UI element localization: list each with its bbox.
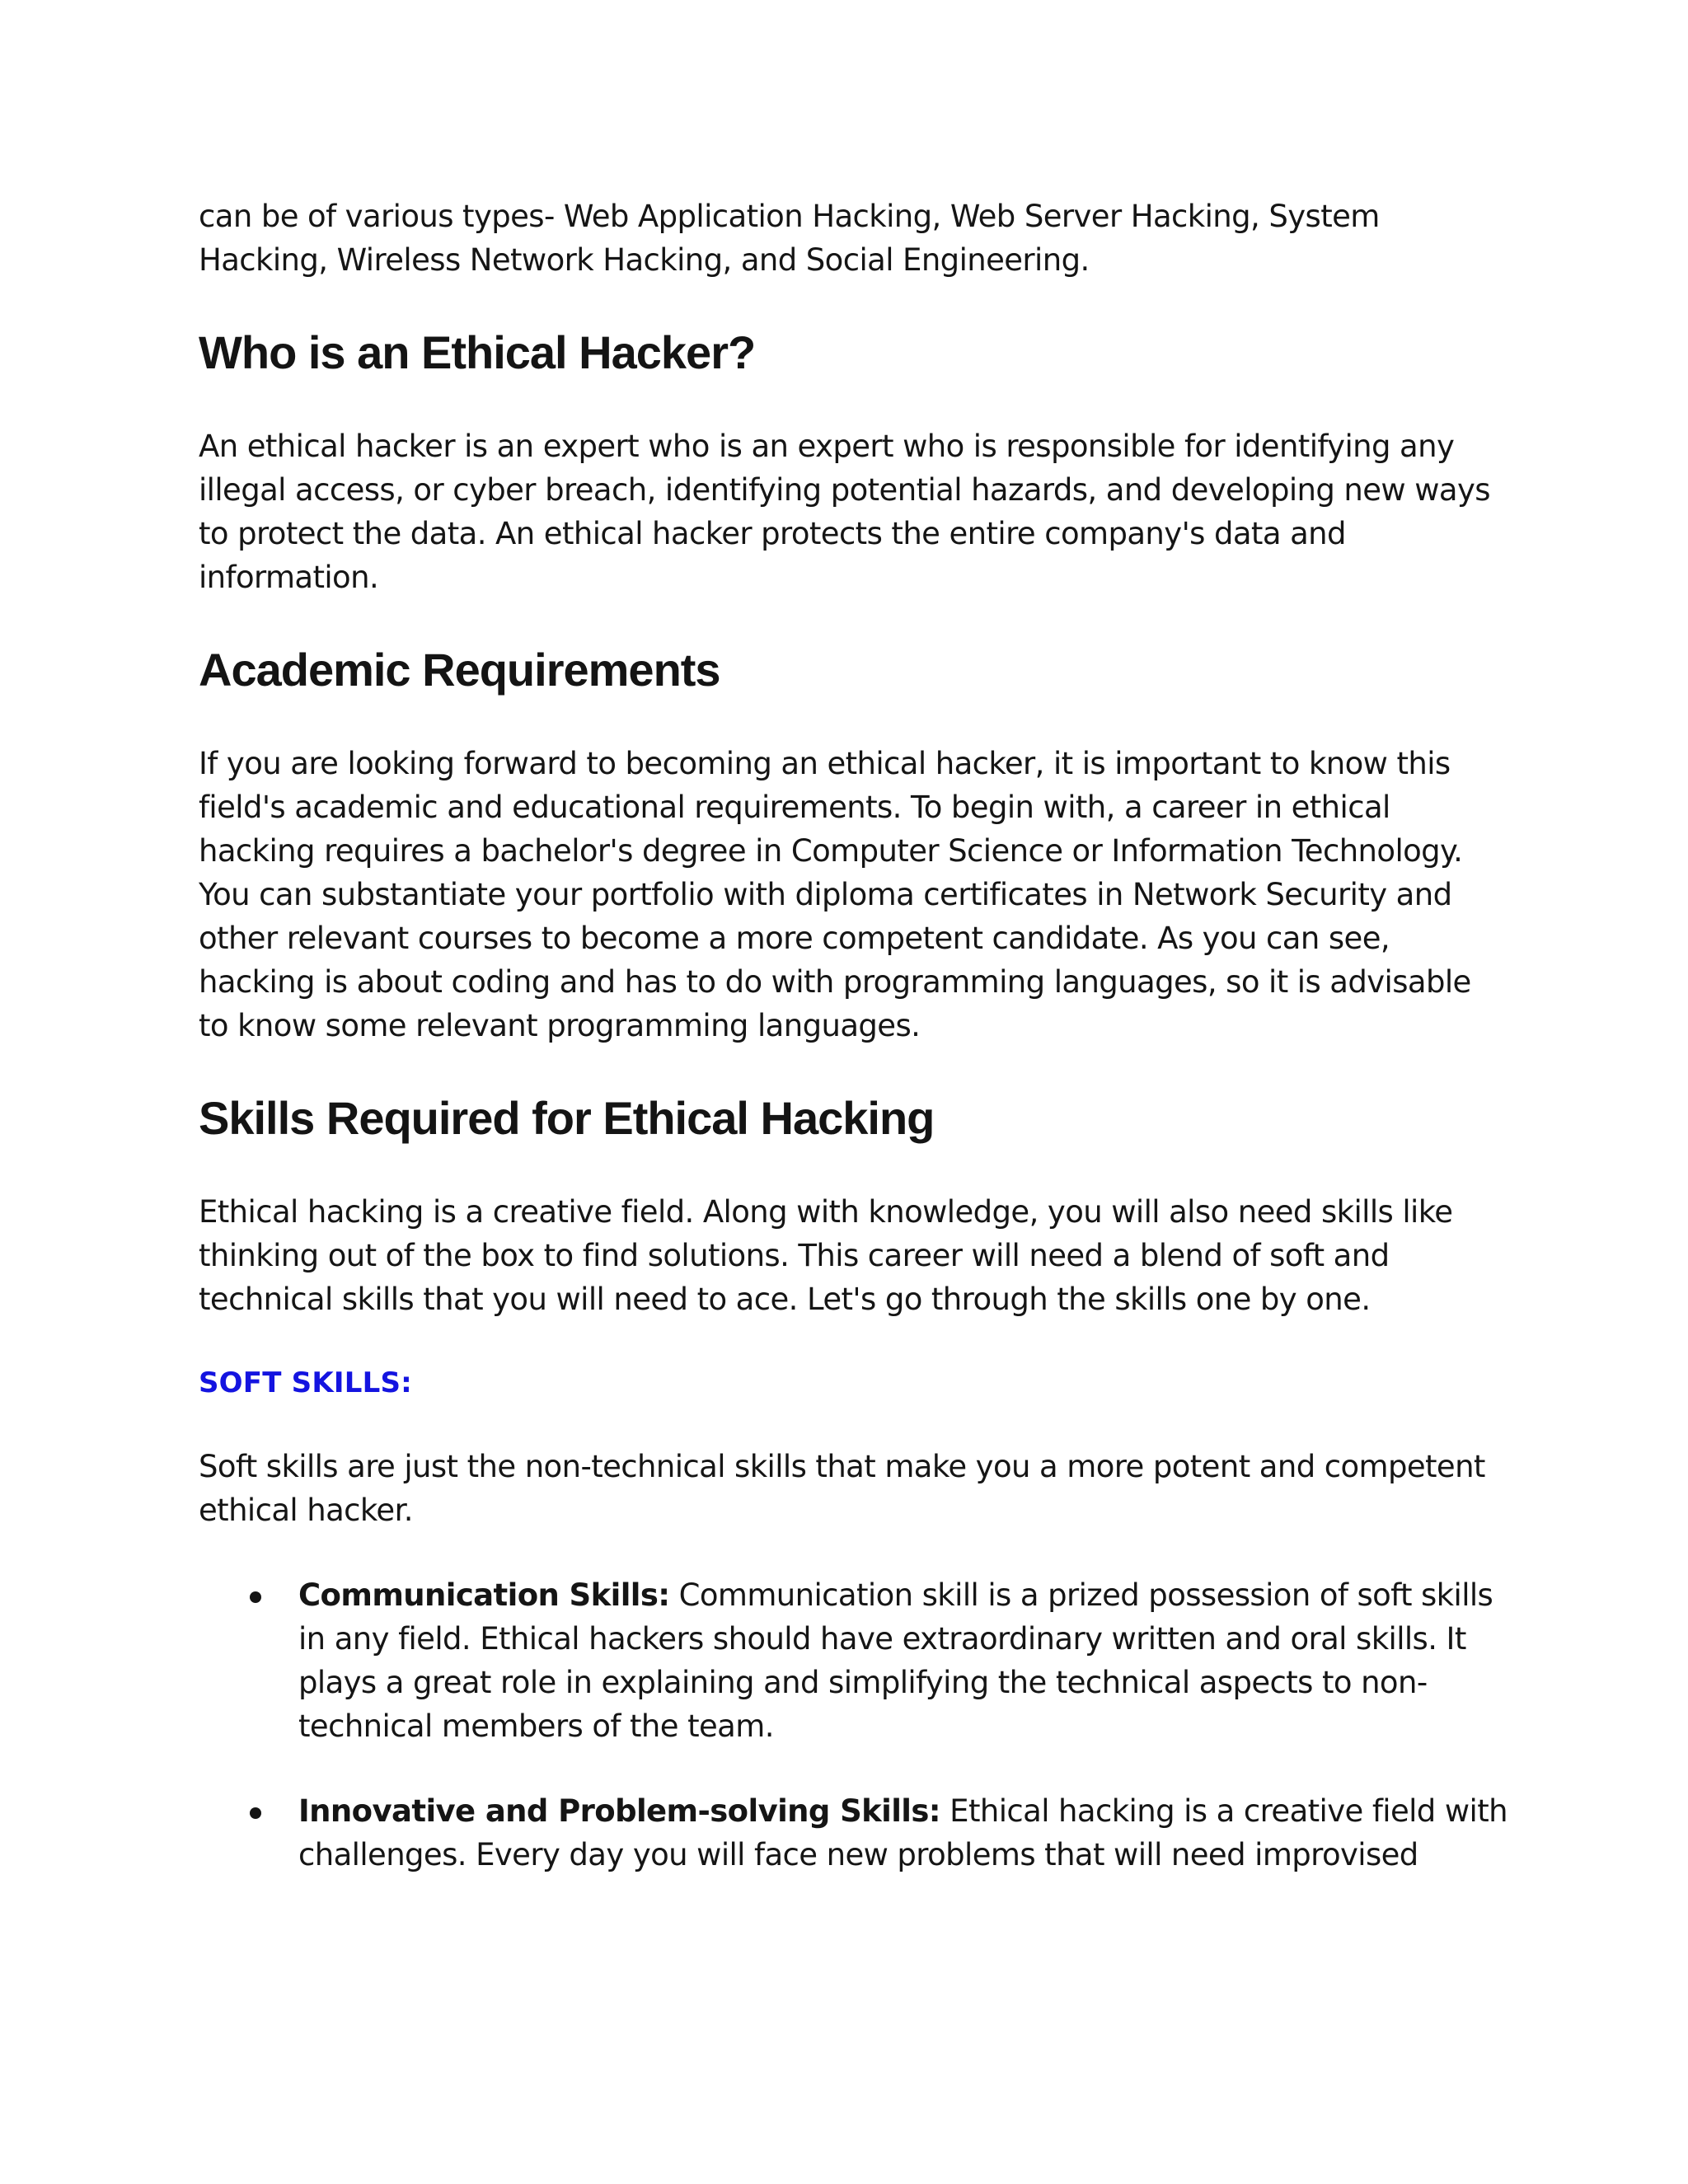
bullet-text: Communication skill is a prized possession of soft skills in any field. Ethical hackers should have extraordinary written and oral skills. It plays a great role in explaining and simplifying the technical aspects to non-technical members of the team. — [298, 1577, 1493, 1744]
document-page — [199, 194, 1509, 1877]
bullet-term: Innovative and Problem-solving Skills: — [298, 1793, 941, 1829]
heading-skills-required: Skills Required for Ethical Hacking — [199, 1092, 935, 1144]
list-item-innovative — [199, 1789, 1509, 1877]
academic-paragraph: If you are looking forward to becoming an ethical hacker, it is important to know this field's academic and educational requirements. To begin with, a career in ethical hacking requires a bachelor's degree in Computer Science or Information Technology. You can substantiate your portfolio with diploma certificates in Network Security and other relevant courses to become a more competent candidate. As you can see, hacking is about coding and has to do with programming languages, so it is advisable to know some relevant programming languages. — [199, 746, 1471, 1043]
who-paragraph: An ethical hacker is an expert who is an expert who is responsible for identifying any illegal access, or cyber breach, identifying potential hazards, and developing new ways to protect the data. An ethical hacker protects the entire company's data and information. — [199, 429, 1490, 595]
bullet-icon — [250, 1807, 261, 1819]
soft-skills-paragraph: Soft skills are just the non-technical skills that make you a more potent and competent ethical hacker. — [199, 1449, 1485, 1528]
soft-skills-list — [199, 1573, 1509, 1877]
heading-soft-skills: SOFT SKILLS: — [199, 1366, 412, 1399]
list-item-communication — [199, 1573, 1509, 1748]
heading-who-is-ethical-hacker: Who is an Ethical Hacker? — [199, 326, 756, 378]
bullet-icon — [250, 1591, 261, 1603]
bullet-text: Ethical hacking is a creative field with challenges. Every day you will face new problems that will need improvised — [298, 1793, 1507, 1872]
heading-academic-requirements: Academic Requirements — [199, 644, 720, 696]
intro-paragraph: can be of various types- Web Application Hacking, Web Server Hacking, System Hacking, Wireless Network Hacking, and Social Engineering. — [199, 199, 1380, 278]
bullet-term: Communication Skills: — [298, 1577, 670, 1613]
skills-paragraph: Ethical hacking is a creative field. Along with knowledge, you will also need skills like thinking out of the box to find solutions. This career will need a blend of soft and technical skills that you will need to ace. Let's go through the skills one by one. — [199, 1194, 1453, 1317]
